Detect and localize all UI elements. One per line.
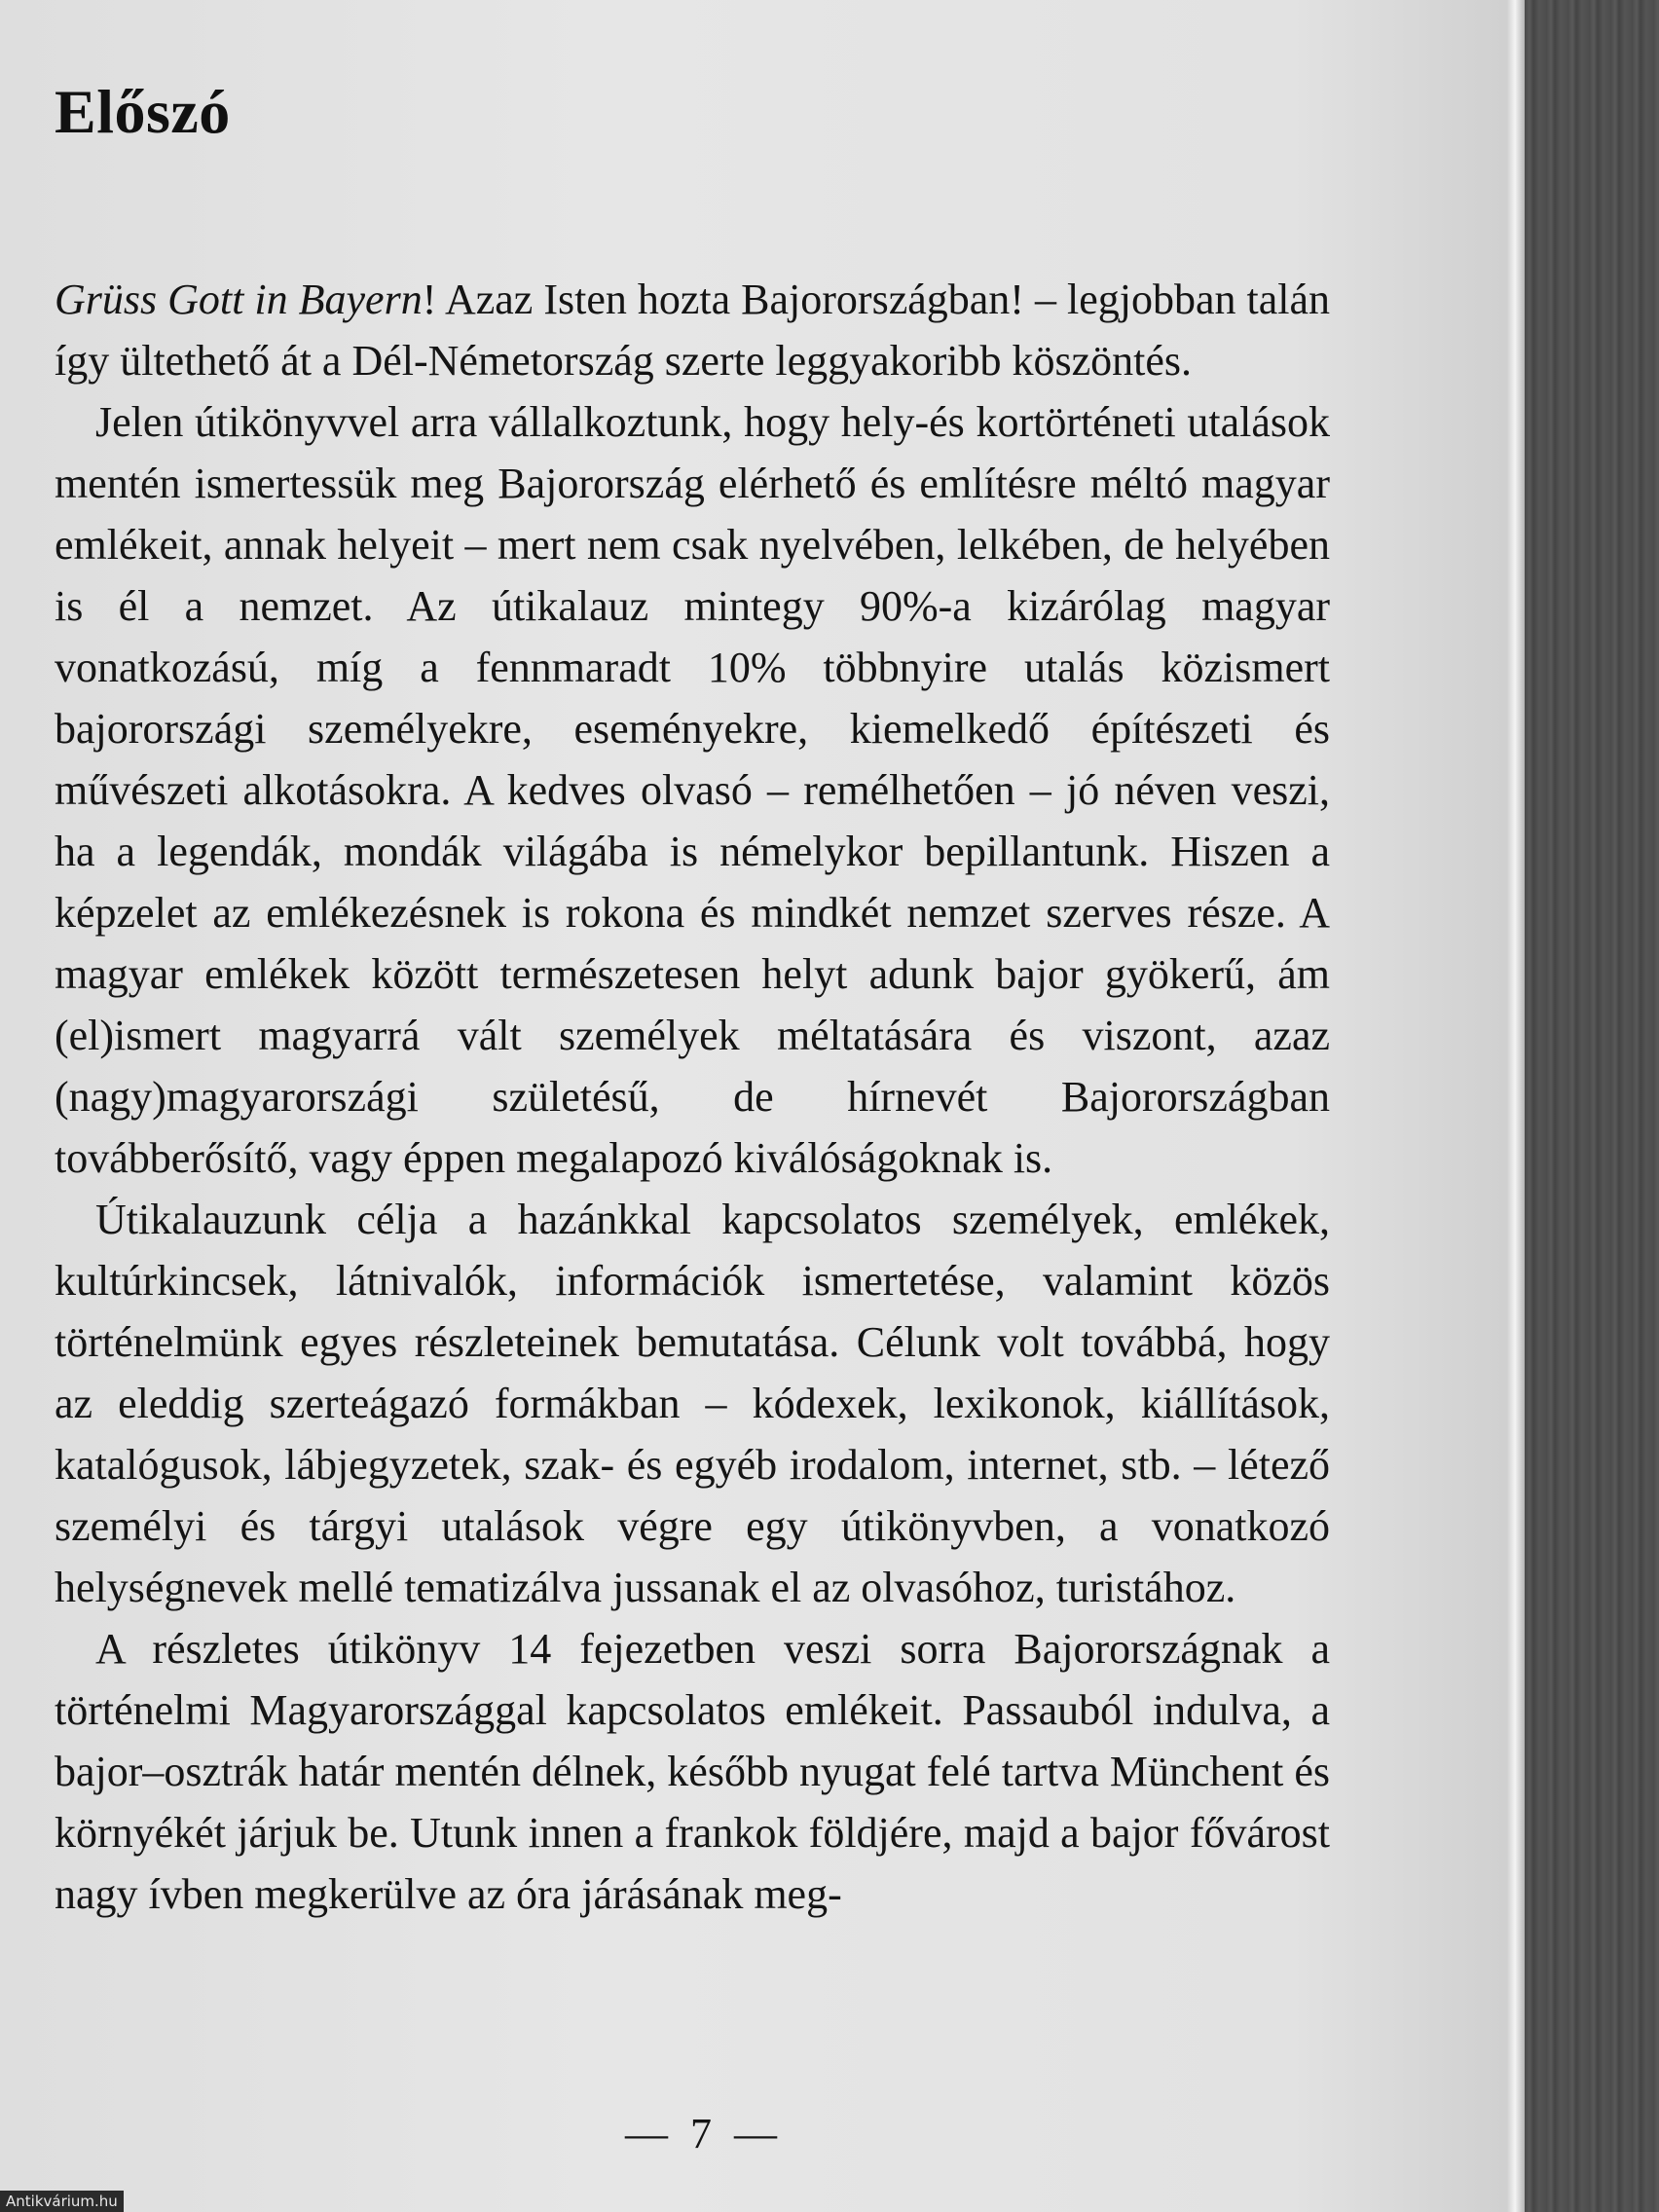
- page-number-dash-right: —: [734, 2110, 777, 2157]
- page-footer: [0, 2109, 1402, 2158]
- wood-background: [1525, 0, 1659, 2212]
- page-number: 7: [690, 2110, 712, 2157]
- paragraph-3: Útikalauzunk célja a hazánkkal kapcsolatos személyek, emlékek, kultúrkincsek, látnivalók, információk ismertetése, valamint közös történelmünk egyes részleteinek bemutatása. Célunk volt továbbá, hogy az eleddig szerteágazó formákban – kódexek, lexikonok, kiállítások, katalógusok, lábjegyzetek, szak- és egyéb irodalom, internet, stb. – létező személyi és tárgyi utalások végre egy útikönyvben, a vonatkozó helységnevek mellé tematizálva jussanak el az olvasóhoz, turistához.: [55, 1196, 1330, 1611]
- paragraph-1-text: ! Azaz Isten hozta Bajorországban! – legjobban talán így ültethető át a Dél-Németország szerte leggyakoribb köszöntés.: [55, 276, 1330, 385]
- body-text: [55, 269, 1330, 1925]
- page-number-dash-left: —: [625, 2110, 668, 2157]
- page-heading: Előszó: [55, 77, 231, 146]
- paragraph-1: [55, 269, 1330, 391]
- paragraph-4: A részletes útikönyv 14 fejezetben veszi sorra Bajorországnak a történelmi Magyarországgal kapcsolatos emlékeit. Passauból indulva, a bajor–osztrák határ mentén délnek, később nyugat felé tartva Münchent és környékét járjuk be. Utunk innen a frankok földjére, majd a bajor fővárost nagy ívben megkerülve az óra járásának meg-: [55, 1625, 1330, 1918]
- watermark: Antikvárium.hu: [0, 2191, 124, 2212]
- paragraph-2: Jelen útikönyvvel arra vállalkoztunk, hogy hely-és kortörténeti utalások mentén ismertessük meg Bajorország elérhető és említésre méltó magyar emlékeit, annak helyeit – mert nem csak nyelvében, lelkében, de helyében is él a nemzet. Az útikalauz mintegy 90%-a kizárólag magyar vonatkozású, míg a fennmaradt 10% többnyire utalás közismert bajorországi személyekre, eseményekre, kiemelkedő építészeti és művészeti alkotásokra. A kedves olvasó – remélhetően – jó néven veszi, ha a legendák, mondák világába is némelykor bepillantunk. Hiszen a képzelet az emlékezésnek is rokona és mindkét nemzet szerves része. A magyar emlékek között természetesen helyt adunk bajor gyökerű, ám (el)ismert magyarrá vált személyek méltatására és viszont, azaz (nagy)magyarországi születésű, de hírnevét Bajorországban továbberősítő, vagy éppen megalapozó kiválóságoknak is.: [55, 398, 1330, 1182]
- page-edge: [1507, 0, 1525, 2212]
- greeting-italic: Grüss Gott in Bayern: [55, 276, 423, 323]
